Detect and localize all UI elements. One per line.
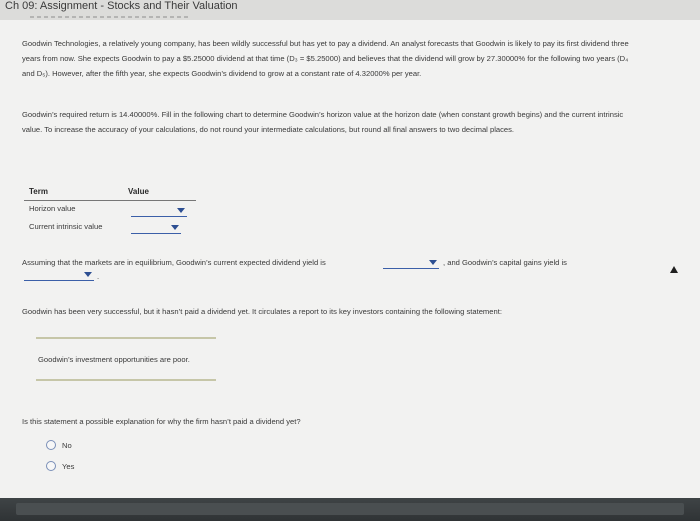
assignment-header — [0, 0, 700, 20]
row-label-current-intrinsic-value: Current intrinsic value — [29, 222, 103, 231]
statement-intro: Goodwin has been very successful, but it hasn’t paid a dividend yet. It circulates a report to its key investors containing the following statement: — [22, 307, 502, 316]
intrinsic-value-dropdown[interactable] — [131, 223, 181, 234]
yield-question-end: . — [97, 272, 100, 281]
bottom-navigation-bar — [0, 498, 700, 521]
investor-statement-quote: Goodwin’s investment opportunities are poor. — [38, 355, 190, 364]
quote-top-rule — [36, 337, 216, 339]
problem-paragraph-2: Goodwin’s required return is 14.40000%. Fill in the following chart to determine Goodwin’s horizon value at the horizon date (when constant growth begins) and the current intrinsic value. To increase the accuracy of your calculations, do not round your intermediate calculations, but round all final answers to two decimal places. — [22, 110, 624, 134]
header-divider — [30, 16, 190, 18]
option-yes[interactable] — [46, 461, 74, 471]
row-label-horizon-value: Horizon value — [29, 204, 76, 213]
mouse-cursor-icon — [670, 266, 678, 273]
yield-question-middle: , and Goodwin’s capital gains yield is — [443, 258, 567, 267]
chevron-down-icon — [84, 272, 92, 277]
question-panel — [0, 20, 700, 498]
bottom-bar-track — [16, 503, 684, 515]
capital-gains-yield-dropdown[interactable] — [24, 270, 94, 281]
option-no[interactable] — [46, 440, 72, 450]
yield-question-prefix: Assuming that the markets are in equilibrium, Goodwin’s current expected dividend yield is — [22, 258, 326, 267]
chevron-down-icon — [429, 260, 437, 265]
dividend-explanation-question: Is this statement a possible explanation for why the firm hasn’t paid a dividend yet? — [22, 417, 301, 426]
option-label-yes: Yes — [62, 461, 75, 471]
table-header-divider — [24, 200, 196, 201]
chevron-down-icon — [171, 225, 179, 230]
quote-bottom-rule — [36, 379, 216, 381]
radio-button-yes[interactable] — [46, 461, 56, 471]
chevron-down-icon — [177, 208, 185, 213]
assignment-title: Ch 09: Assignment - Stocks and Their Valuation — [5, 0, 238, 12]
column-header-term: Term — [29, 187, 48, 196]
column-header-value: Value — [128, 187, 149, 196]
dividend-yield-dropdown[interactable] — [383, 258, 439, 269]
problem-paragraph-1: Goodwin Technologies, a relatively young company, has been wildly successful but has yet to pay a dividend. An analyst forecasts that Goodwin is likely to pay its first dividend three years from now. She expects Goodwin to pay a $5.25000 dividend at that time (D₃ = $5.25000) and believes that the dividend will grow by 27.30000% for the following two years (D₄ and D₅). However, after the fifth year, she expects Goodwin’s dividend to grow at a constant rate of 4.32000% per year. — [22, 39, 629, 78]
radio-button-no[interactable] — [46, 440, 56, 450]
option-label-no: No — [62, 440, 72, 450]
horizon-value-dropdown[interactable] — [131, 206, 187, 217]
